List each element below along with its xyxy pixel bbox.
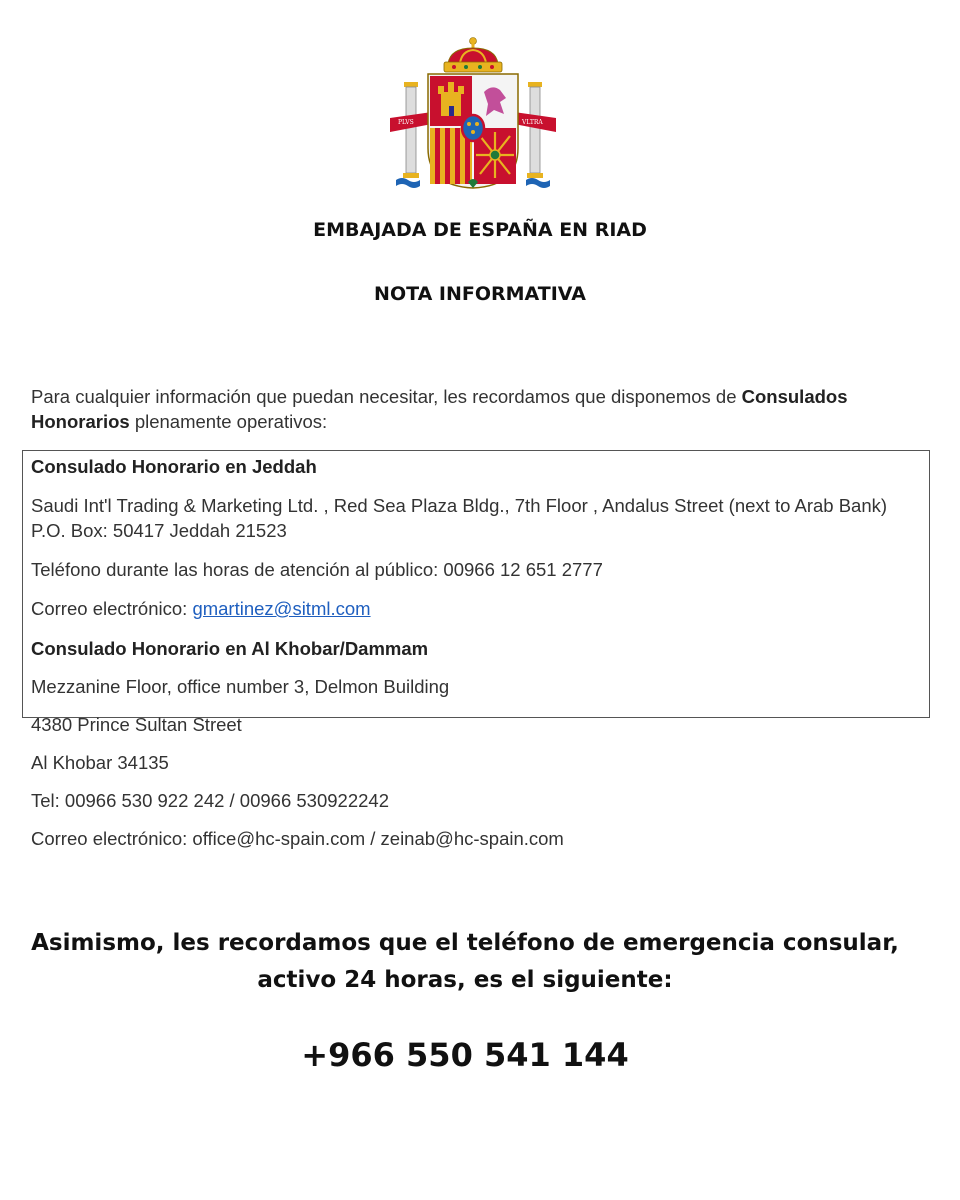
intro-text-after: plenamente operativos: — [129, 411, 328, 432]
khobar-address-line: Al Khobar 34135 — [31, 752, 169, 773]
embassy-title: EMBAJADA DE ESPAÑA EN RIAD — [313, 219, 647, 241]
emergency-line-2: activo 24 horas, es el siguiente: — [257, 967, 673, 993]
right-pillar-icon — [514, 82, 556, 188]
emergency-notice — [0, 925, 930, 999]
jeddah-address: Saudi Int'l Trading & Marketing Ltd. , Red Sea Plaza Bldg., 7th Floor , Andalus Street (next to Arab Bank) P.O. Box: 50417 Jeddah 21523 — [31, 495, 888, 541]
intro-text-before: Para cualquier información que puedan necesitar, les recordamos que disponemos de — [31, 386, 742, 407]
left-pillar-icon — [390, 82, 432, 188]
khobar-phone: Tel: 00966 530 922 242 / 00966 530922242 — [31, 790, 389, 811]
khobar-title: Consulado Honorario en Al Khobar/Dammam — [31, 638, 429, 659]
shield-icon — [428, 74, 518, 188]
svg-text:VLTRA: VLTRA — [522, 119, 543, 126]
crown-icon — [444, 38, 502, 73]
jeddah-email-label: Correo electrónico: — [31, 598, 193, 619]
jeddah-phone: Teléfono durante las horas de atención al público: 00966 12 651 2777 — [31, 559, 603, 580]
jeddah-email-line — [31, 596, 371, 621]
intro-bold-text: Consulados Honorarios — [31, 386, 848, 432]
svg-text:PLVS: PLVS — [398, 119, 414, 126]
emergency-line-1: Asimismo, les recordamos que el teléfono de emergencia consular, — [31, 930, 899, 956]
khobar-address-line: 4380 Prince Sultan Street — [31, 714, 242, 735]
spain-coat-of-arms — [388, 36, 558, 194]
khobar-address-line: Mezzanine Floor, office number 3, Delmon Building — [31, 676, 450, 697]
khobar-email-line: Correo electrónico: office@hc-spain.com / zeinab@hc-spain.com — [31, 828, 564, 849]
document-type: NOTA INFORMATIVA — [374, 283, 586, 305]
jeddah-title: Consulado Honorario en Jeddah — [31, 456, 317, 477]
jeddah-email-link[interactable]: gmartinez@sitml.com — [192, 598, 371, 619]
emergency-phone: +966 550 541 144 — [301, 1036, 629, 1074]
intro-paragraph — [31, 384, 931, 434]
